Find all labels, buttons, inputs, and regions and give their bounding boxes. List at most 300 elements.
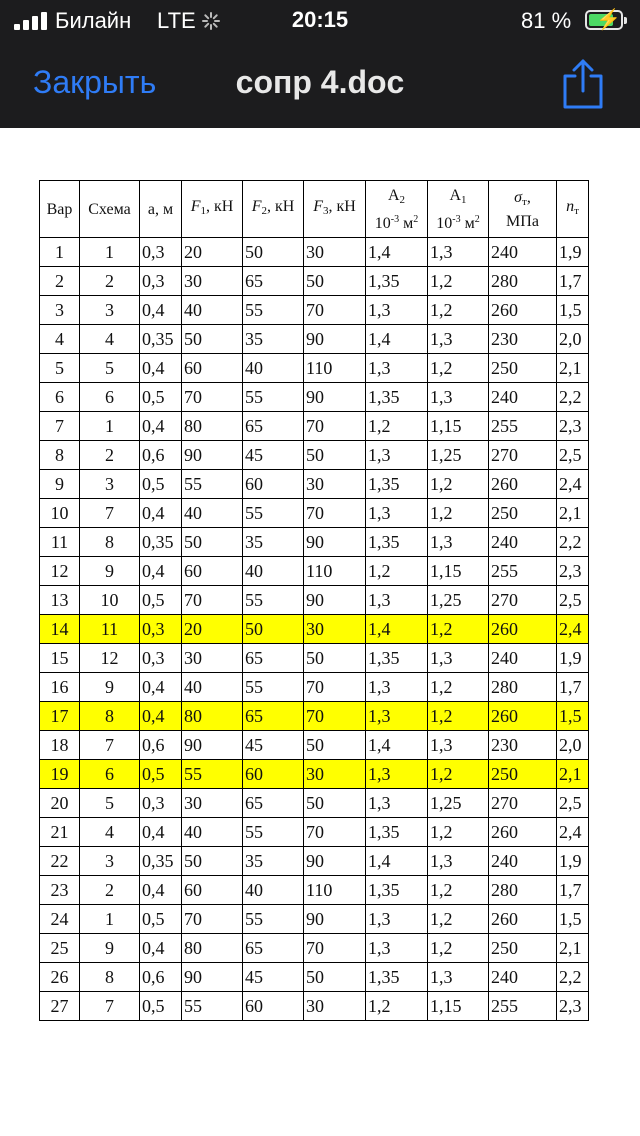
- cell-var: 23: [40, 876, 80, 905]
- cell-a: 0,4: [140, 499, 182, 528]
- cell-f2: 35: [243, 325, 304, 354]
- cell-a: 0,4: [140, 296, 182, 325]
- cell-n: 1,5: [557, 702, 589, 731]
- cell-f1: 50: [182, 325, 243, 354]
- cell-a1: 1,15: [428, 412, 489, 441]
- cell-f2: 65: [243, 267, 304, 296]
- variants-table: [39, 180, 589, 1021]
- cell-sigma: 260: [489, 702, 557, 731]
- cell-a1: 1,2: [428, 615, 489, 644]
- cell-a: 0,3: [140, 267, 182, 296]
- cell-f1: 90: [182, 731, 243, 760]
- carrier-name: Билайн: [55, 8, 132, 33]
- cell-var: 24: [40, 905, 80, 934]
- cell-a: 0,35: [140, 847, 182, 876]
- cell-sigma: 230: [489, 731, 557, 760]
- cell-a1: 1,15: [428, 992, 489, 1021]
- cell-n: 2,1: [557, 499, 589, 528]
- cell-f1: 80: [182, 934, 243, 963]
- cell-f3: 90: [304, 528, 366, 557]
- cell-f3: 90: [304, 383, 366, 412]
- status-bar: [0, 0, 640, 44]
- cell-f3: 50: [304, 644, 366, 673]
- cell-f2: 50: [243, 615, 304, 644]
- cell-f1: 30: [182, 789, 243, 818]
- cell-f1: 30: [182, 644, 243, 673]
- cell-n: 2,4: [557, 615, 589, 644]
- cell-f1: 90: [182, 963, 243, 992]
- cell-a: 0,4: [140, 818, 182, 847]
- document-title: сопр 4.doc: [235, 64, 405, 100]
- header-scheme: Схема: [80, 181, 140, 238]
- cell-a2: 1,3: [366, 905, 428, 934]
- cell-a2: 1,3: [366, 789, 428, 818]
- cell-f3: 30: [304, 470, 366, 499]
- table-row: [40, 992, 589, 1021]
- cell-n: 1,5: [557, 905, 589, 934]
- cell-f2: 40: [243, 354, 304, 383]
- cell-scheme: 1: [80, 412, 140, 441]
- cell-f2: 55: [243, 499, 304, 528]
- cell-a1: 1,2: [428, 905, 489, 934]
- cell-sigma: 280: [489, 267, 557, 296]
- cell-a1: 1,15: [428, 557, 489, 586]
- cell-sigma: 260: [489, 818, 557, 847]
- cell-var: 26: [40, 963, 80, 992]
- cell-f3: 70: [304, 412, 366, 441]
- cell-var: 8: [40, 441, 80, 470]
- cell-n: 2,1: [557, 934, 589, 963]
- cell-a1: 1,25: [428, 441, 489, 470]
- cell-n: 1,9: [557, 847, 589, 876]
- cell-f2: 55: [243, 673, 304, 702]
- cell-sigma: 255: [489, 412, 557, 441]
- cell-sigma: 240: [489, 528, 557, 557]
- cell-a: 0,3: [140, 615, 182, 644]
- cell-f1: 20: [182, 238, 243, 267]
- cell-var: 12: [40, 557, 80, 586]
- cell-a2: 1,3: [366, 934, 428, 963]
- table-row: [40, 499, 589, 528]
- cell-scheme: 2: [80, 267, 140, 296]
- cell-f2: 40: [243, 557, 304, 586]
- cell-a2: 1,2: [366, 557, 428, 586]
- cell-n: 2,2: [557, 383, 589, 412]
- cell-f2: 60: [243, 760, 304, 789]
- cell-a2: 1,2: [366, 992, 428, 1021]
- table-row: [40, 963, 589, 992]
- table-row: [40, 905, 589, 934]
- table-row: [40, 325, 589, 354]
- cell-a2: 1,35: [366, 818, 428, 847]
- cell-a2: 1,4: [366, 731, 428, 760]
- cell-scheme: 5: [80, 354, 140, 383]
- header-a1: $A_1$ $10^{-3}$ $м^2$: [428, 181, 489, 238]
- cell-var: 11: [40, 528, 80, 557]
- cell-a1: 1,2: [428, 296, 489, 325]
- cell-f2: 60: [243, 992, 304, 1021]
- cell-a2: 1,3: [366, 296, 428, 325]
- cell-f1: 80: [182, 412, 243, 441]
- cell-f1: 40: [182, 296, 243, 325]
- cell-f3: 50: [304, 731, 366, 760]
- cell-a2: 1,35: [366, 963, 428, 992]
- cell-f2: 45: [243, 963, 304, 992]
- cell-scheme: 8: [80, 702, 140, 731]
- table-row: [40, 876, 589, 905]
- cell-f2: 45: [243, 441, 304, 470]
- cell-n: 2,0: [557, 325, 589, 354]
- cell-f3: 70: [304, 499, 366, 528]
- cell-f1: 60: [182, 557, 243, 586]
- cell-f2: 55: [243, 586, 304, 615]
- cell-f1: 60: [182, 354, 243, 383]
- cell-f3: 30: [304, 760, 366, 789]
- cell-a1: 1,3: [428, 963, 489, 992]
- cell-a: 0,5: [140, 760, 182, 789]
- table-row: [40, 818, 589, 847]
- cell-f1: 20: [182, 615, 243, 644]
- cell-n: 1,7: [557, 673, 589, 702]
- table-row: [40, 296, 589, 325]
- cell-var: 15: [40, 644, 80, 673]
- cell-a1: 1,25: [428, 586, 489, 615]
- table-header-row: [40, 181, 589, 238]
- cell-var: 3: [40, 296, 80, 325]
- cell-a2: 1,3: [366, 586, 428, 615]
- cell-n: 2,1: [557, 760, 589, 789]
- cell-f1: 40: [182, 673, 243, 702]
- cell-a2: 1,35: [366, 528, 428, 557]
- share-icon[interactable]: [561, 58, 605, 110]
- cell-sigma: 270: [489, 789, 557, 818]
- cell-scheme: 3: [80, 847, 140, 876]
- cell-sigma: 260: [489, 296, 557, 325]
- cell-n: 2,5: [557, 586, 589, 615]
- cell-var: 6: [40, 383, 80, 412]
- cell-f2: 65: [243, 702, 304, 731]
- cell-f1: 60: [182, 876, 243, 905]
- header-f3: $F_3$, кН: [304, 181, 366, 238]
- cell-a: 0,5: [140, 905, 182, 934]
- table-row: [40, 267, 589, 296]
- cell-scheme: 11: [80, 615, 140, 644]
- table-row: [40, 441, 589, 470]
- cell-var: 19: [40, 760, 80, 789]
- cell-a: 0,3: [140, 644, 182, 673]
- table-row: [40, 412, 589, 441]
- table-row: [40, 528, 589, 557]
- cell-f2: 60: [243, 470, 304, 499]
- table-row: [40, 354, 589, 383]
- cell-f3: 110: [304, 876, 366, 905]
- battery-icon: ⚡: [585, 10, 623, 30]
- cell-f2: 55: [243, 905, 304, 934]
- cell-a1: 1,3: [428, 383, 489, 412]
- cell-n: 2,3: [557, 412, 589, 441]
- cell-a1: 1,2: [428, 702, 489, 731]
- cell-f3: 30: [304, 615, 366, 644]
- cell-var: 27: [40, 992, 80, 1021]
- cell-a: 0,4: [140, 673, 182, 702]
- close-button[interactable]: Закрыть: [33, 64, 157, 100]
- cell-f3: 70: [304, 934, 366, 963]
- cell-a: 0,4: [140, 354, 182, 383]
- cell-a: 0,35: [140, 325, 182, 354]
- cell-a2: 1,4: [366, 615, 428, 644]
- table-row: [40, 731, 589, 760]
- cell-var: 2: [40, 267, 80, 296]
- cell-a: 0,3: [140, 789, 182, 818]
- cell-f3: 90: [304, 325, 366, 354]
- cell-a: 0,4: [140, 412, 182, 441]
- cell-f3: 50: [304, 963, 366, 992]
- table-row: [40, 238, 589, 267]
- cell-a1: 1,3: [428, 644, 489, 673]
- cell-sigma: 255: [489, 992, 557, 1021]
- cell-a2: 1,35: [366, 876, 428, 905]
- cell-a: 0,6: [140, 963, 182, 992]
- cell-a1: 1,2: [428, 673, 489, 702]
- cell-var: 25: [40, 934, 80, 963]
- table-row: [40, 586, 589, 615]
- cell-a: 0,35: [140, 528, 182, 557]
- cell-f2: 65: [243, 644, 304, 673]
- cell-sigma: 240: [489, 963, 557, 992]
- cell-sigma: 230: [489, 325, 557, 354]
- cell-scheme: 6: [80, 383, 140, 412]
- cell-f3: 70: [304, 296, 366, 325]
- cell-f2: 65: [243, 412, 304, 441]
- cell-sigma: 270: [489, 586, 557, 615]
- cell-sigma: 240: [489, 238, 557, 267]
- header-a: a, м: [140, 181, 182, 238]
- network-type: LTE: [157, 8, 196, 33]
- cell-f2: 55: [243, 296, 304, 325]
- cell-f2: 35: [243, 847, 304, 876]
- cell-var: 1: [40, 238, 80, 267]
- table-row: [40, 847, 589, 876]
- cell-scheme: 7: [80, 731, 140, 760]
- cell-n: 2,0: [557, 731, 589, 760]
- cell-f3: 50: [304, 441, 366, 470]
- cell-f2: 35: [243, 528, 304, 557]
- cell-n: 2,2: [557, 528, 589, 557]
- cell-n: 2,4: [557, 818, 589, 847]
- cell-scheme: 7: [80, 499, 140, 528]
- cell-f1: 90: [182, 441, 243, 470]
- cell-sigma: 280: [489, 876, 557, 905]
- cell-n: 1,5: [557, 296, 589, 325]
- cell-scheme: 8: [80, 963, 140, 992]
- cell-f1: 70: [182, 586, 243, 615]
- cell-scheme: 9: [80, 673, 140, 702]
- cell-a2: 1,35: [366, 470, 428, 499]
- cell-a2: 1,35: [366, 383, 428, 412]
- header-f1: $F_1$, кН: [182, 181, 243, 238]
- cell-n: 2,1: [557, 354, 589, 383]
- cell-sigma: 260: [489, 905, 557, 934]
- cell-sigma: 240: [489, 383, 557, 412]
- cell-a1: 1,2: [428, 470, 489, 499]
- battery-percent: 81 %: [521, 8, 572, 33]
- cell-f1: 70: [182, 383, 243, 412]
- cell-scheme: 4: [80, 818, 140, 847]
- cell-a1: 1,3: [428, 528, 489, 557]
- table-row: [40, 934, 589, 963]
- cell-a2: 1,3: [366, 441, 428, 470]
- cell-a2: 1,3: [366, 702, 428, 731]
- cell-scheme: 3: [80, 470, 140, 499]
- cell-f3: 70: [304, 818, 366, 847]
- cell-scheme: 5: [80, 789, 140, 818]
- cell-a1: 1,25: [428, 789, 489, 818]
- table-row: [40, 673, 589, 702]
- cell-a1: 1,3: [428, 731, 489, 760]
- cell-sigma: 250: [489, 760, 557, 789]
- cell-a: 0,4: [140, 876, 182, 905]
- cell-a2: 1,4: [366, 847, 428, 876]
- cell-var: 16: [40, 673, 80, 702]
- cell-var: 4: [40, 325, 80, 354]
- cell-n: 1,7: [557, 876, 589, 905]
- cell-n: 2,5: [557, 789, 589, 818]
- cell-a: 0,4: [140, 702, 182, 731]
- cell-f3: 110: [304, 354, 366, 383]
- clock: 20:15: [291, 7, 349, 32]
- cell-f2: 65: [243, 789, 304, 818]
- cell-f1: 55: [182, 470, 243, 499]
- top-bar: [0, 0, 640, 128]
- cell-f2: 65: [243, 934, 304, 963]
- cell-a: 0,4: [140, 557, 182, 586]
- cell-f2: 45: [243, 731, 304, 760]
- cell-a: 0,3: [140, 238, 182, 267]
- cell-n: 2,3: [557, 557, 589, 586]
- header-a2: $A_2$ $10^{-3}$ $м^2$: [366, 181, 428, 238]
- cell-f3: 90: [304, 905, 366, 934]
- cell-f3: 50: [304, 789, 366, 818]
- cell-a2: 1,3: [366, 499, 428, 528]
- cell-var: 9: [40, 470, 80, 499]
- cell-sigma: 240: [489, 644, 557, 673]
- cell-f3: 70: [304, 673, 366, 702]
- table-row: [40, 383, 589, 412]
- cell-f3: 50: [304, 267, 366, 296]
- cell-a: 0,5: [140, 470, 182, 499]
- header-sigma: $\sigma_т$, МПа: [489, 181, 557, 238]
- cell-a1: 1,2: [428, 934, 489, 963]
- cell-n: 2,2: [557, 963, 589, 992]
- cell-scheme: 10: [80, 586, 140, 615]
- cell-sigma: 250: [489, 499, 557, 528]
- cell-a1: 1,2: [428, 818, 489, 847]
- cell-a: 0,5: [140, 586, 182, 615]
- cell-a2: 1,4: [366, 325, 428, 354]
- cell-var: 10: [40, 499, 80, 528]
- cell-f1: 55: [182, 760, 243, 789]
- cell-n: 2,4: [557, 470, 589, 499]
- cell-scheme: 9: [80, 557, 140, 586]
- cell-scheme: 2: [80, 441, 140, 470]
- table-row: [40, 557, 589, 586]
- cell-scheme: 12: [80, 644, 140, 673]
- cell-f3: 30: [304, 992, 366, 1021]
- cell-a1: 1,2: [428, 760, 489, 789]
- cell-a2: 1,4: [366, 238, 428, 267]
- cell-var: 5: [40, 354, 80, 383]
- cell-a: 0,4: [140, 934, 182, 963]
- cell-f1: 50: [182, 847, 243, 876]
- cell-f1: 80: [182, 702, 243, 731]
- cell-a1: 1,2: [428, 354, 489, 383]
- cell-f1: 40: [182, 499, 243, 528]
- cell-a: 0,6: [140, 731, 182, 760]
- cell-a1: 1,2: [428, 876, 489, 905]
- cell-n: 1,7: [557, 267, 589, 296]
- table-row: [40, 470, 589, 499]
- cell-sigma: 250: [489, 354, 557, 383]
- cell-f2: 40: [243, 876, 304, 905]
- cell-f1: 55: [182, 992, 243, 1021]
- cell-f1: 50: [182, 528, 243, 557]
- cell-scheme: 1: [80, 238, 140, 267]
- cell-var: 18: [40, 731, 80, 760]
- cell-scheme: 6: [80, 760, 140, 789]
- cell-var: 22: [40, 847, 80, 876]
- cell-a1: 1,2: [428, 267, 489, 296]
- cell-a2: 1,35: [366, 267, 428, 296]
- cell-sigma: 260: [489, 615, 557, 644]
- cell-scheme: 8: [80, 528, 140, 557]
- cell-var: 13: [40, 586, 80, 615]
- cell-scheme: 2: [80, 876, 140, 905]
- cell-scheme: 4: [80, 325, 140, 354]
- header-n: $n_т$: [557, 181, 589, 238]
- cell-scheme: 1: [80, 905, 140, 934]
- table-row: [40, 615, 589, 644]
- cell-var: 21: [40, 818, 80, 847]
- cell-a2: 1,35: [366, 644, 428, 673]
- table-row: [40, 789, 589, 818]
- table-row: [40, 702, 589, 731]
- cell-f2: 55: [243, 383, 304, 412]
- cell-f3: 90: [304, 847, 366, 876]
- cell-a1: 1,3: [428, 238, 489, 267]
- cell-a2: 1,3: [366, 760, 428, 789]
- cell-sigma: 250: [489, 934, 557, 963]
- cell-n: 2,5: [557, 441, 589, 470]
- cell-a: 0,6: [140, 441, 182, 470]
- cell-n: 1,9: [557, 238, 589, 267]
- cell-var: 20: [40, 789, 80, 818]
- cell-var: 14: [40, 615, 80, 644]
- cell-sigma: 260: [489, 470, 557, 499]
- cell-var: 7: [40, 412, 80, 441]
- cell-a1: 1,2: [428, 499, 489, 528]
- cell-sigma: 280: [489, 673, 557, 702]
- cell-f3: 30: [304, 238, 366, 267]
- cell-a: 0,5: [140, 383, 182, 412]
- cell-f3: 70: [304, 702, 366, 731]
- header-f2: $F_2$, кН: [243, 181, 304, 238]
- cell-f1: 40: [182, 818, 243, 847]
- header-var: Вар: [40, 181, 80, 238]
- cell-a1: 1,3: [428, 325, 489, 354]
- cell-scheme: 3: [80, 296, 140, 325]
- cell-scheme: 9: [80, 934, 140, 963]
- cell-f3: 110: [304, 557, 366, 586]
